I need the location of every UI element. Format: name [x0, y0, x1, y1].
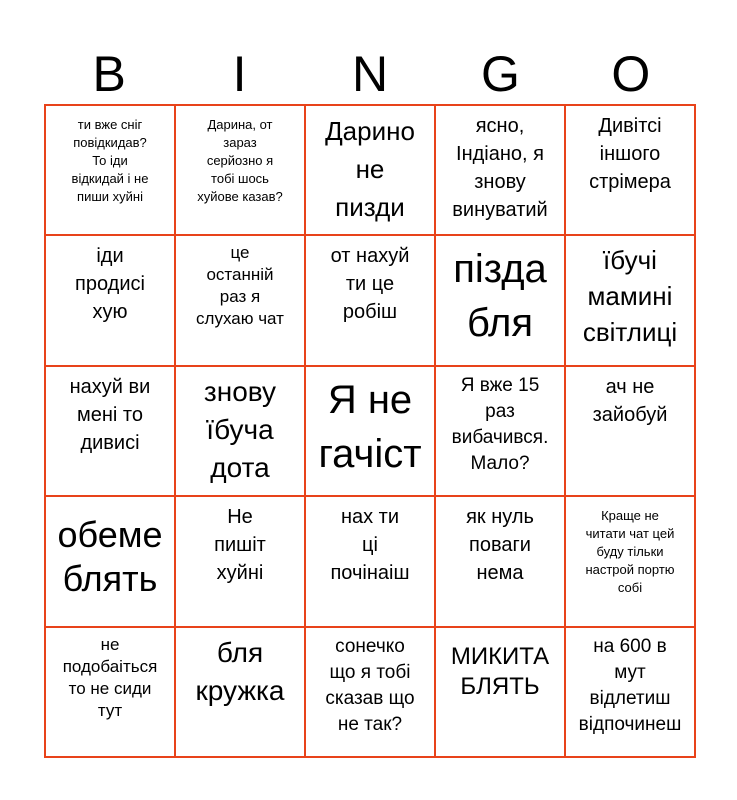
cell-text: Не пишіт хуйні: [214, 506, 266, 585]
header-letter-n: N: [351, 46, 389, 102]
bingo-cell[interactable]: [435, 496, 565, 626]
cell-text: ач не зайобуй: [592, 375, 668, 426]
bingo-cell[interactable]: [175, 366, 305, 496]
bingo-cell[interactable]: [45, 627, 175, 757]
bingo-cell[interactable]: [175, 496, 305, 626]
bingo-cell[interactable]: [435, 105, 565, 235]
cell-text: Дарино не пизди: [325, 116, 415, 222]
cell-text: ти вже сніг повідкидав? То іди відкидай і не пиши хуйні: [71, 117, 149, 204]
cell-text: нах ти ці почінаіш: [330, 506, 410, 585]
cell-text: це останній раз я слухаю чат: [196, 243, 284, 329]
cell-text: Дивітсі іншого стрімера: [589, 115, 671, 193]
cell-text: Я не гачіст: [318, 377, 422, 476]
cell-text: знову їбуча дота: [203, 375, 277, 483]
bingo-cell[interactable]: [45, 496, 175, 626]
bingo-cell[interactable]: [305, 496, 435, 626]
bingo-cell[interactable]: [305, 105, 435, 235]
bingo-cell[interactable]: [565, 235, 695, 365]
bingo-cell[interactable]: [565, 366, 695, 496]
cell-text: ясно, Індіано, я знову винуватий: [452, 115, 548, 221]
bingo-cell[interactable]: [175, 627, 305, 757]
bingo-cell[interactable]: [565, 105, 695, 235]
bingo-cell[interactable]: [305, 235, 435, 365]
bingo-cell[interactable]: [435, 366, 565, 496]
header-letter-b: B: [92, 46, 126, 102]
cell-text: не подобаіться то не сиди тут: [62, 634, 158, 720]
cell-text: нахуй ви мені то дивисі: [69, 375, 151, 454]
bingo-cell[interactable]: [45, 235, 175, 365]
cell-text: на 600 в мут відлетиш відпочинеш: [578, 635, 682, 735]
cell-text: пізда бля: [453, 247, 547, 346]
header-letter-g: G: [480, 46, 520, 102]
cell-text: Дарина, от зараз серйозно я тобі шось хуйове казав?: [197, 117, 283, 204]
bingo-cell[interactable]: [175, 235, 305, 365]
bingo-cell[interactable]: [305, 627, 435, 757]
cell-text: як нуль поваги нема: [466, 506, 534, 585]
bingo-cell[interactable]: [45, 366, 175, 496]
bingo-cell[interactable]: [435, 235, 565, 365]
cell-text: Я вже 15 раз вибачився. Мало?: [451, 374, 549, 474]
bingo-grid: [44, 104, 696, 758]
cell-text: Краще не читати чат цей буду тільки настрой портю собі: [585, 508, 675, 596]
bingo-header: [44, 46, 696, 102]
bingo-cell[interactable]: [435, 627, 565, 757]
bingo-cell[interactable]: [175, 105, 305, 235]
cell-text: бля кружка: [195, 636, 285, 706]
bingo-cell[interactable]: [305, 366, 435, 496]
bingo-cell[interactable]: [565, 627, 695, 757]
header-letter-i: I: [232, 46, 247, 102]
bingo-cell[interactable]: [45, 105, 175, 235]
cell-text: сонечко що я тобі сказав що не так?: [325, 635, 415, 735]
cell-text: МИКИТА БЛЯТЬ: [450, 642, 550, 700]
cell-text: їбучі мамині світлиці: [582, 245, 678, 348]
cell-text: от нахуй ти це робіш: [330, 245, 410, 324]
cell-text: обеме блять: [57, 514, 163, 600]
header-letter-o: O: [611, 46, 651, 102]
cell-text: іди продисі хую: [75, 245, 145, 324]
bingo-cell[interactable]: [565, 496, 695, 626]
